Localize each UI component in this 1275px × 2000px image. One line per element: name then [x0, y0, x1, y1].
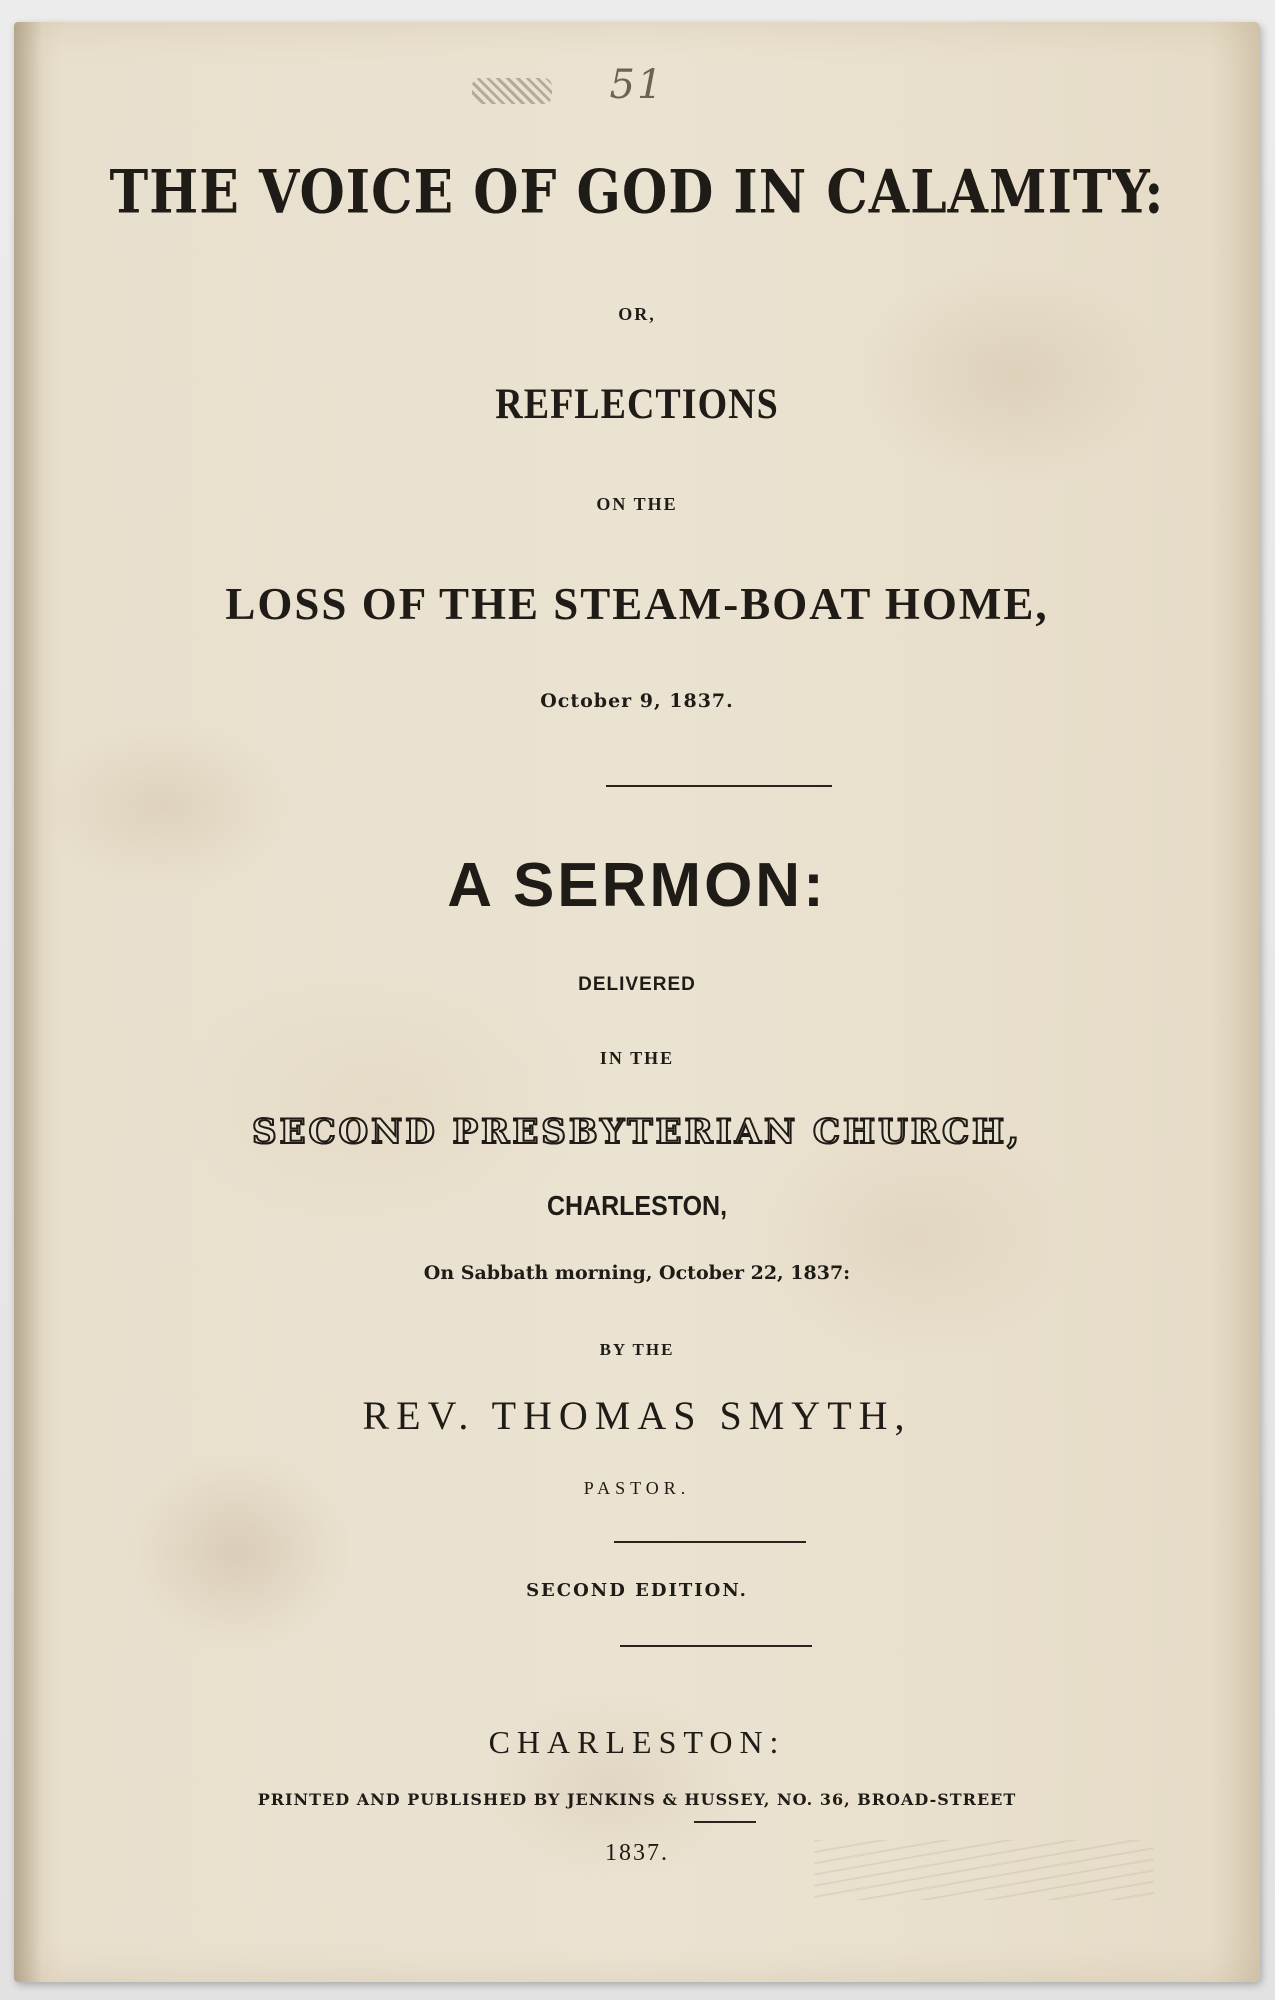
divider-rule [606, 785, 832, 787]
divider-rule [620, 1645, 812, 1647]
church-name: SECOND PRESBYTERIAN CHURCH, [251, 1112, 1023, 1152]
title-page [14, 22, 1260, 1982]
handwritten-number: 51 [609, 62, 665, 108]
in-the-connector: IN THE [599, 1048, 675, 1068]
edition-label: SECOND EDITION. [526, 1580, 748, 1601]
loss-date: October 9, 1837. [540, 690, 734, 712]
by-the-connector: BY THE [599, 1340, 675, 1359]
city-name: CHARLESTON, [546, 1190, 728, 1222]
author-role: PASTOR. [583, 1478, 691, 1498]
subtitle-loss-line: LOSS OF THE STEAM-BOAT HOME, [225, 579, 1049, 629]
main-title: THE VOICE OF GOD IN CALAMITY: [109, 157, 1165, 228]
author-name: REV. THOMAS SMYTH, [362, 1393, 912, 1438]
imprint-year: 1837. [605, 1840, 669, 1866]
delivered-label: DELIVERED [578, 974, 696, 995]
sermon-date-line: On Sabbath morning, October 22, 1837: [423, 1262, 851, 1284]
divider-rule [694, 1821, 756, 1823]
imprint-publisher: PRINTED AND PUBLISHED BY JENKINS & HUSSEY, NO. 36, BROAD-STREET [257, 1790, 1017, 1809]
or-connector: OR, [618, 304, 656, 324]
imprint-city: CHARLESTON: [488, 1724, 786, 1760]
divider-rule [614, 1541, 806, 1543]
sermon-heading: A SERMON: [447, 851, 827, 920]
subtitle-reflections: REFLECTIONS [495, 379, 779, 429]
faint-pencil-inscription [814, 1840, 1154, 1900]
on-the-connector: ON THE [596, 494, 678, 514]
